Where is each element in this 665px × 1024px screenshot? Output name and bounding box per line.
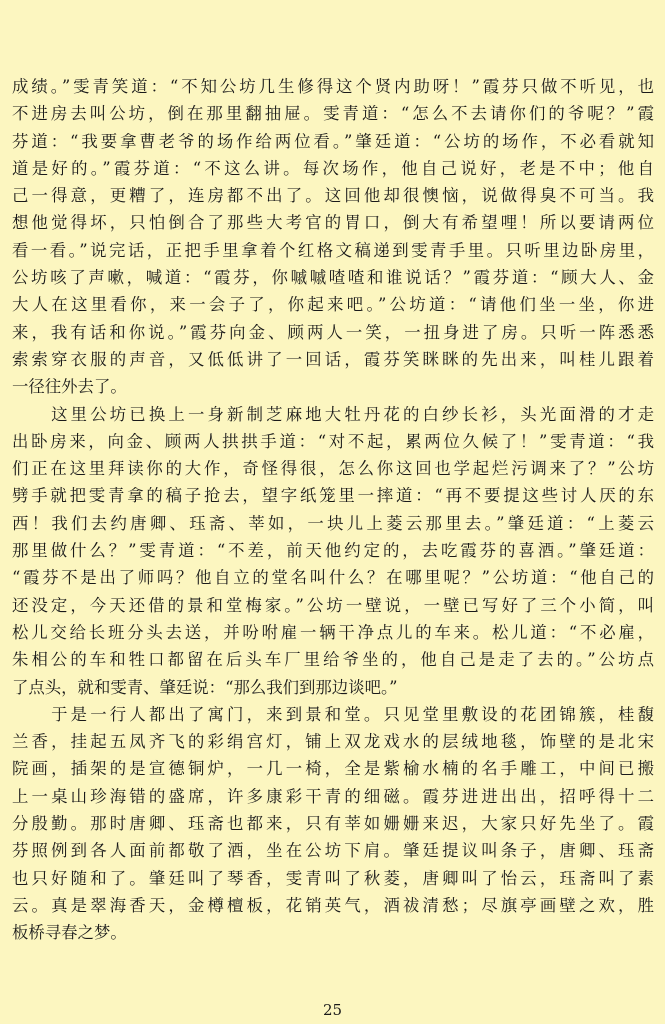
- text-line: 那里做什么？”雯青道：“不差，前天他约定的，去吃霞芬的喜酒。”肇廷道：: [12, 541, 654, 561]
- text-line: 出卧房来，向金、顾两人拱拱手道：“对不起，累两位久候了！”雯青道：“我: [12, 431, 654, 451]
- text-line: 己一得意，更糟了，连房都不出了。这回他却很懊恼，说做得臭不可当。我: [12, 186, 654, 206]
- page-number: 25: [322, 1001, 343, 1019]
- text-line: 不进房去叫公坊，倒在那里翻抽屉。雯青道：“怎么不去请你们的爷呢？”霞: [12, 104, 654, 124]
- text-line: 道是好的。”霞芬道：“不这么讲。每次场作，他自己说好，老是不中；他自: [12, 158, 654, 178]
- text-line: 分殷勤。那时唐卿、珏斋也都来，只有莘如姗姗来迟，大家只好先坐了。霞: [12, 814, 654, 834]
- text-line: 于是一行人都出了寓门，来到景和堂。只见堂里敷设的花团锦簇，桂馥: [12, 704, 654, 724]
- text-line: “霞芬不是出了师吗？他自立的堂名叫什么？在哪里呢？”公坊道：“他自己的: [12, 568, 654, 588]
- text-line: 公坊咳了声嗽，喊道：“霞芬，你嘁嘁喳喳和谁说话？”霞芬道：“顾大人、金: [12, 268, 654, 288]
- text-line: 想他觉得坏，只怕倒合了那些大考官的胃口，倒大有希望哩！所以要请两位: [12, 213, 654, 233]
- text-line: 成绩。”雯青笑道：“不知公坊几生修得这个贤内助呀！”霞芬只做不听见，也: [12, 77, 654, 96]
- text-line: 芬照例到各人面前都敬了酒，坐在公坊下肩。肇廷提议叫条子，唐卿、珏斋: [12, 841, 654, 861]
- page-text-body: [12, 73, 654, 947]
- text-line: 也只好随和了。肇廷叫了琴香，雯青叫了秋菱，唐卿叫了怡云，珏斋叫了素: [12, 868, 654, 888]
- text-line: 大人在这里看你，来一会子了，你起来吧。”公坊道：“请他们坐一坐，你进: [12, 295, 654, 315]
- text-line: 兰香，挂起五凤齐飞的彩绢宫灯，铺上双龙戏水的层绒地毯，饰壁的是北宋: [12, 732, 654, 752]
- text-line: 松儿交给长班分头去送，并吩咐雇一辆干净点儿的车来。松儿道：“不必雇，: [12, 622, 654, 642]
- text-line: 索索穿衣服的声音，又低低讲了一回话，霞芬笑眯眯的先出来，叫桂儿跟着: [12, 349, 654, 369]
- text-line: 看一看。”说完话，正把手里拿着个红格文稿递到雯青手里。只听里边卧房里，: [12, 240, 654, 260]
- text-line: 上一桌山珍海错的盛席，许多康彩干青的细磁。霞芬进进出出，招呼得十二: [12, 786, 654, 806]
- paragraph-last-line: 一径往外去了。: [12, 377, 127, 397]
- text-line: 来，我有话和你说。”霞芬向金、顾两人一笑，一扭身进了房。只听一阵悉悉: [12, 322, 654, 342]
- paragraph-last-line: 板桥寻春之梦。: [12, 923, 127, 943]
- text-line: 西！我们去约唐卿、珏斋、莘如，一块儿上菱云那里去。”肇廷道：“上菱云: [12, 513, 654, 533]
- text-line: 朱相公的车和牲口都留在后头车厂里给爷坐的，他自己是走了去的。”公坊点: [12, 650, 654, 670]
- text-line: 劈手就把雯青拿的稿子抢去，望字纸笼里一摔道：“再不要提这些讨人厌的东: [12, 486, 654, 506]
- paragraph-last-line: 了点头，就和雯青、肇廷说：“那么我们到那边谈吧。”: [12, 677, 398, 697]
- text-line: 芬道：“我要拿曹老爷的场作给两位看。”肇廷道：“公坊的场作，不必看就知: [12, 131, 654, 151]
- text-line: 云。真是翠海香天，金樽檀板，花销英气，酒祓清愁；尽旗亭画壁之欢，胜: [12, 895, 654, 915]
- text-line: 还没定，今天还借的景和堂梅家。”公坊一壁说，一壁已写好了三个小简，叫: [12, 595, 654, 615]
- text-line: 这里公坊已换上一身新制芝麻地大牡丹花的白纱长衫，头光面滑的才走: [12, 404, 654, 424]
- text-line: 院画，插架的是宣德铜炉，一几一椅，全是紫榆水楠的名手雕工，中间已搬: [12, 759, 654, 779]
- text-line: 们正在这里拜读你的大作，奇怪得很，怎么你这回也学起烂污调来了？”公坊: [12, 459, 654, 479]
